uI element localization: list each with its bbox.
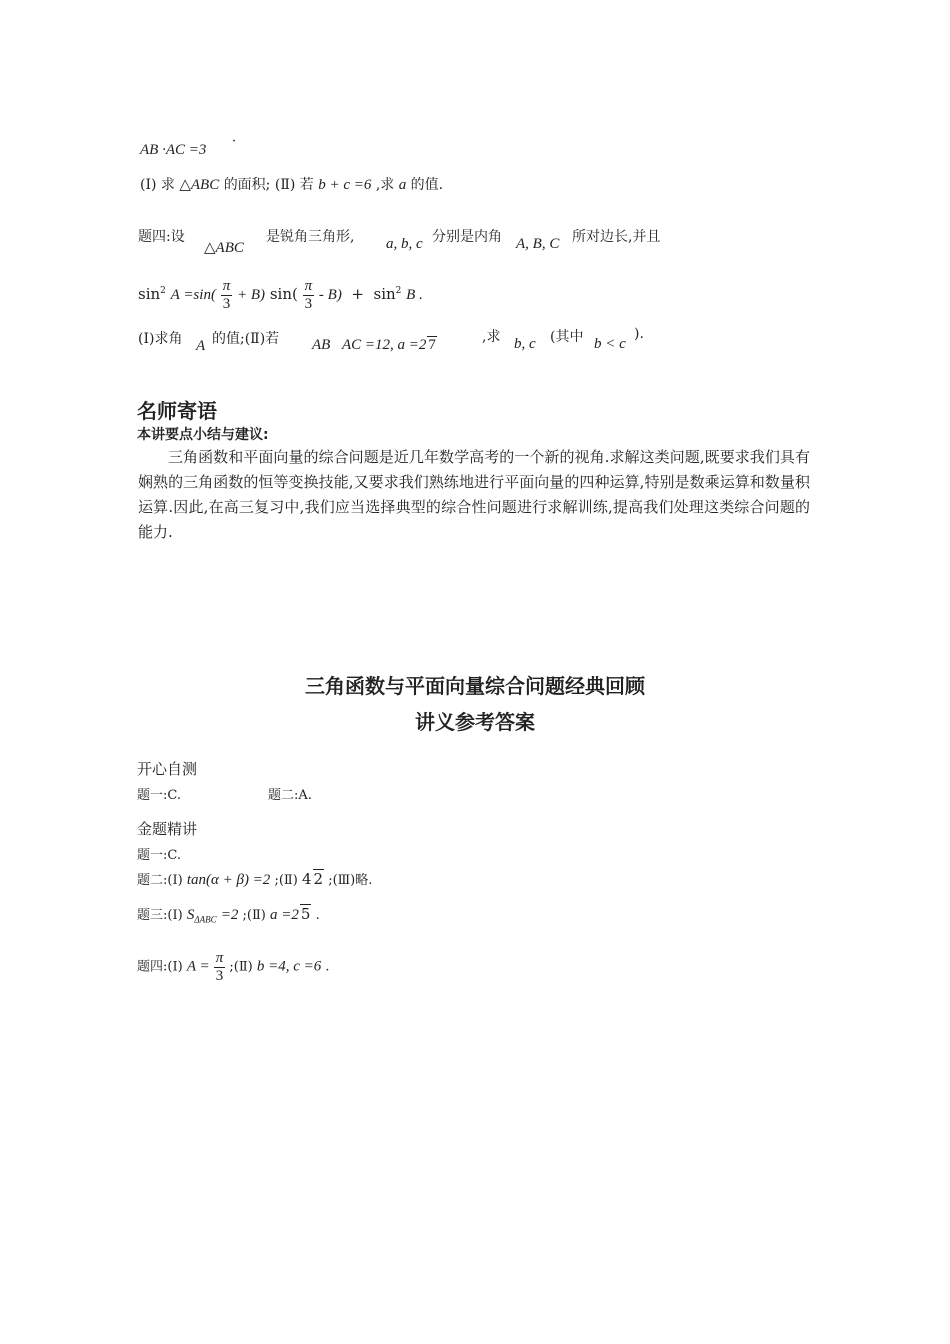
problem4-angles: A, B, C (516, 236, 560, 252)
teacher-title: 名师寄语 (137, 399, 217, 423)
problem3-given-dot: · (232, 134, 237, 149)
problem4-find: ,求 (482, 329, 501, 345)
problem4-acute: 是锐角三角形, (266, 229, 355, 245)
problem4-paren-open: (其中 (550, 329, 584, 345)
problem3-parts: (Ⅰ) 求 △ABC 的面积; (Ⅱ) 若 b + c =6 ,求 a 的值. (140, 177, 444, 193)
pi-over-3-frac-2: $\frac{\pi}{3}$ (304, 278, 313, 312)
problem4-angle-A: A (196, 338, 206, 354)
problem4-triangle: △ABC (204, 240, 244, 256)
problem4-label: 题四:设 (138, 229, 185, 245)
pi-over-3-frac: $\frac{\pi}{3}$ (222, 278, 231, 312)
problem4-bc: b, c (514, 336, 536, 352)
answer-pi-over-3-frac: $\frac{\pi}{3}$ (215, 950, 224, 984)
problem4-opposite: 所对边长,并且 (572, 229, 661, 245)
problem4-sides: a, b, c (386, 236, 423, 252)
teacher-subtitle: 本讲要点小结与建议: (137, 427, 269, 443)
answers-title-2: 讲义参考答案 (415, 710, 535, 734)
answers-s1-q1: 题一:C. (137, 788, 181, 803)
problem3-given: AB ·AC =3 (140, 142, 207, 158)
answers-s2-q4: 题四:(Ⅰ) A = $\frac{\pi}{3}$ ;(Ⅱ) b =4, c =6 . (137, 950, 330, 984)
answers-s1-q2: 题二:A. (268, 788, 312, 803)
problem4-respectively: 分别是内角 (432, 229, 502, 245)
problem4-cond: b < c (594, 336, 626, 352)
problem4-paren-close: ). (634, 326, 644, 342)
answers-title-1: 三角函数与平面向量综合问题经典回顾 (305, 674, 645, 698)
problem4-equation: $\sin^2 A =\sin$( $\frac{\pi}{3}$ + B) sin( $\frac{\pi}{3}$ - $B) + \sin^2 B$ . (138, 278, 423, 312)
problem4-parts: (Ⅰ)求角 (138, 331, 183, 347)
problem4-part2: 的值;(Ⅱ)若 (212, 331, 280, 347)
answers-section-2: 金题精讲 (137, 820, 198, 838)
answers-s2-q3: 题三:(Ⅰ) $S_{\Delta ABC} =2$ ;(Ⅱ) a =2 5 . (137, 905, 320, 925)
answers-s2-q1: 题一:C. (137, 848, 181, 863)
problem4-dot-eq: AB⃞AC =12, a =2 7 (312, 337, 436, 353)
answers-section-1: 开心自测 (137, 760, 198, 778)
teacher-paragraph: 三角函数和平面向量的综合问题是近几年数学高考的一个新的视角.求解这类问题,既要求我们具有娴熟的三角函数的恒等变换技能,又要求我们熟练地进行平面向量的四种运算,特别是数乘运算和数量积运算.因此,在高三复习中,我们应当选择典型的综合性问题进行求解训练,提高我们处理这类综合问题的能力. (138, 448, 810, 541)
answers-s2-q2: 题二:(Ⅰ) tan(α + β) =2 ;(Ⅱ) 4 2 ;(Ⅲ)略. (137, 870, 373, 888)
